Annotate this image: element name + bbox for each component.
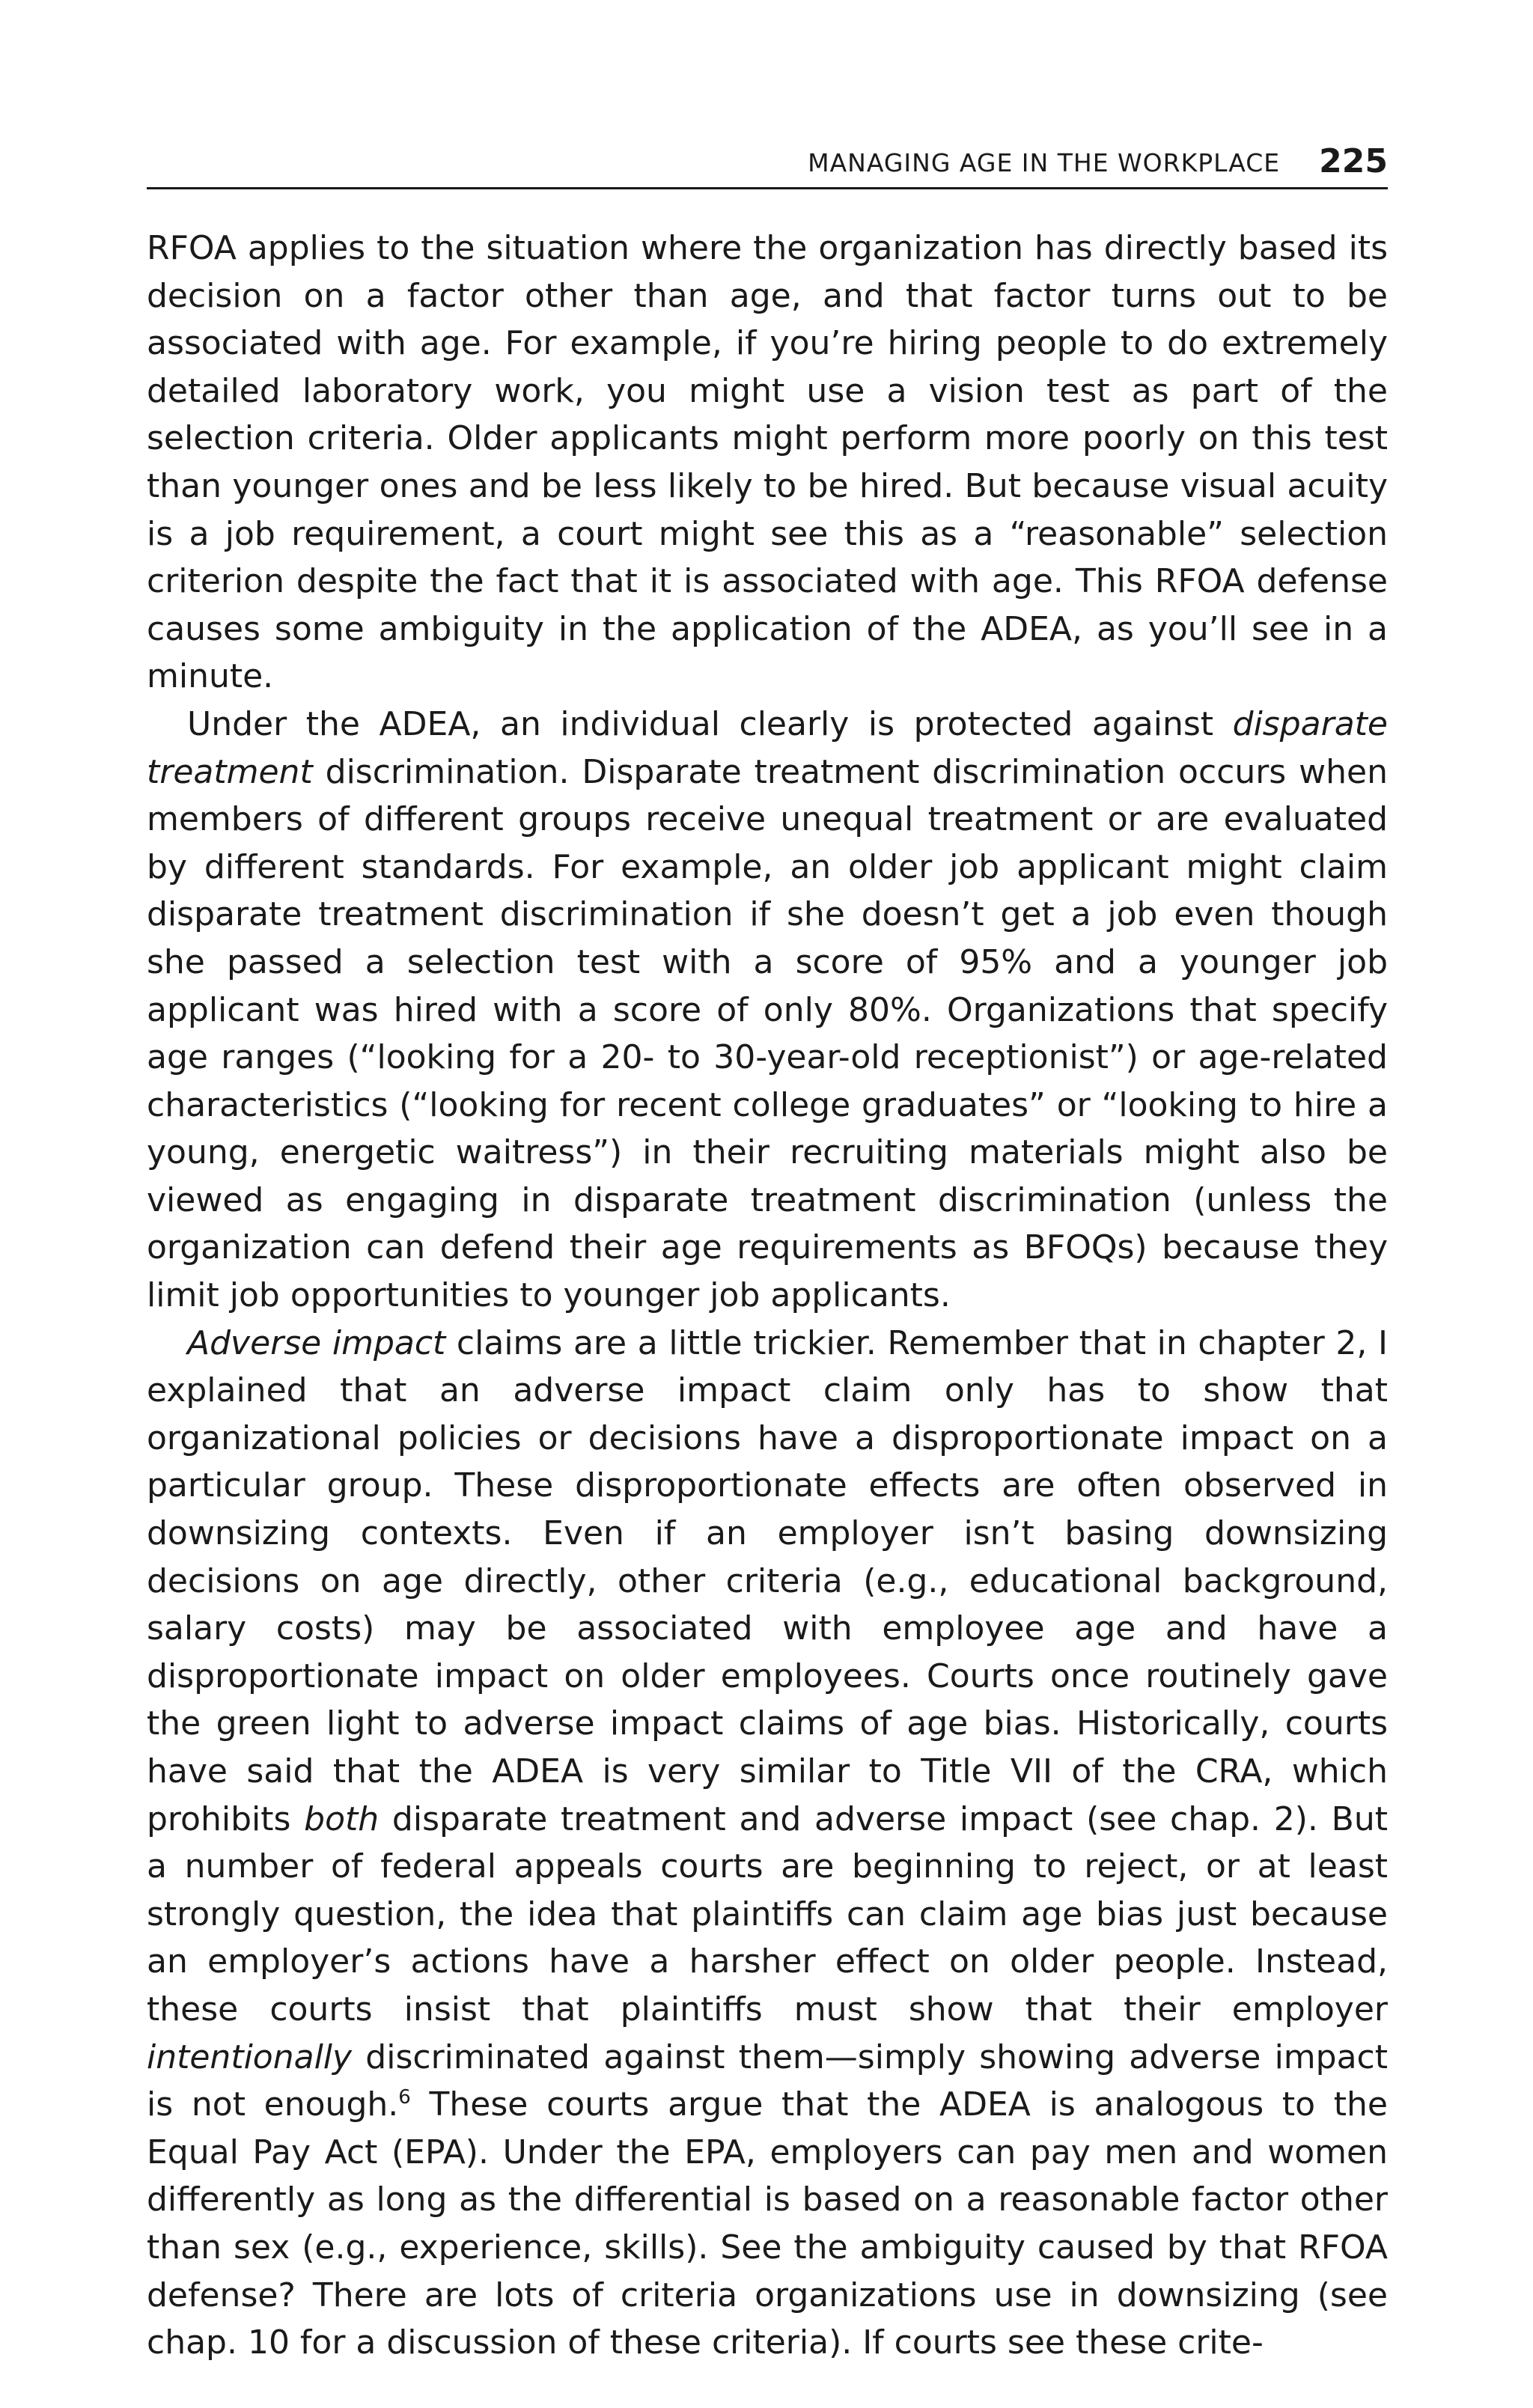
paragraph-3-text-d: These courts argue that the ADEA is analogous to the Equal Pay Act (EPA). Under the EPA, employers can pay men and women differently as long as the differential is based on a reasonable factor other than sex (e.g., experience, skills). See the ambiguity caused by that RFOA defense? There are lots of criteria organizations use in downsizing (see chap. 10 for a discussion of these criteria). If courts see these crite-	[147, 2085, 1388, 2362]
running-head	[147, 135, 1388, 180]
paragraph-2	[147, 701, 1388, 1320]
term-adverse-impact: Adverse impact	[187, 1323, 446, 1362]
paragraph-3	[147, 1320, 1388, 2367]
paragraph-1-text: RFOA applies to the situation where the organization has directly based its decision on a factor other than age, and that factor turns out to be associated with age. For example, if you’re hiring people to do extremely detailed laboratory work, you might use a vision test as part of the selection criteria. Older applicants might perform more poorly on this test than younger ones and be less likely to be hired. But because visual acuity is a job requirement, a court might see this as a “reasonable” selection criterion despite the fact that it is associated with age. This RFOA defense causes some ambiguity in the application of the ADEA, as you’ll see in a minute.	[147, 229, 1388, 696]
header-rule	[147, 187, 1388, 189]
page-number: 225	[1319, 142, 1388, 180]
emphasis-both: both	[304, 1799, 380, 1838]
paragraph-2-text-a: Under the ADEA, an individual clearly is protected against	[187, 704, 1233, 743]
paragraph-1	[147, 225, 1388, 701]
body-text	[147, 225, 1388, 2367]
paragraph-2-text-b: discrimination. Disparate treatment discrimination occurs when members of different groups receive unequal treatment or are evaluated by different standards. For example, an older job applicant might claim disparate treatment discrimination if she doesn’t get a job even though she passed a selection test with a score of 95% and a younger job applicant was hired with a score of only 80%. Organizations that specify age ranges (“looking for a 20- to 30-year-old receptionist”) or age-related characteristics (“looking for recent college graduates” or “looking to hire a young, energetic waitress”) in their recruiting materials might also be viewed as engaging in disparate treatment discrimination (unless the organization can defend their age requirements as BFOQs) because they limit job opportunities to younger job applicants.	[147, 752, 1388, 1315]
emphasis-intentionally: intentionally	[147, 2037, 353, 2076]
footnote-marker[interactable]: 6	[398, 2086, 411, 2109]
paragraph-3-text-a: claims are a little trickier. Remember that in chapter 2, I explained that an adverse impact claim only has to show that organizational policies or decisions have a disproportionate impact on a particular group. These disproportionate effects are often observed in downsizing contexts. Even if an employer isn’t basing downsizing decisions on age directly, other criteria (e.g., educational background, salary costs) may be associated with employee age and have a disproportionate impact on older employees. Courts once routinely gave the green light to adverse impact claims of age bias. Historically, courts have said that the ADEA is very similar to Title VII of the CRA, which prohibits	[147, 1323, 1389, 1838]
running-title: MANAGING AGE IN THE WORKPLACE	[808, 148, 1281, 177]
paragraph-3-text-b: disparate treatment and adverse impact (see chap. 2). But a number of federal appeals courts are beginning to reject, or at least strongly question, the idea that plaintiffs can claim age bias just because an employer’s actions have a harsher effect on older people. Instead, these courts insist that plaintiffs must show that their employer	[147, 1799, 1388, 2028]
paragraph-3-text-c: discriminated against them—simply showing adverse impact is not enough.	[147, 2037, 1388, 2124]
term-disparate-treatment: disparate treatment	[147, 704, 1388, 791]
